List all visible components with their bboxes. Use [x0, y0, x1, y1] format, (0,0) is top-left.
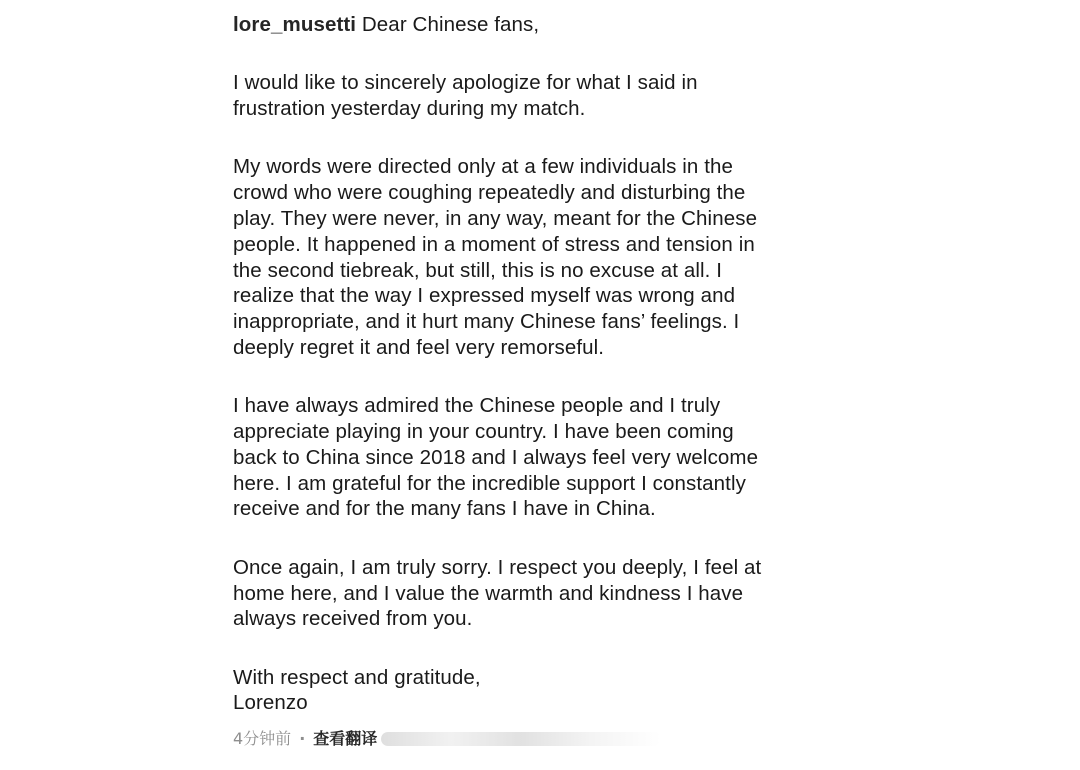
paragraph-line: realize that the way I expressed myself was wrong and	[233, 284, 736, 308]
paragraph-line: receive and for the many fans I have in China.	[233, 497, 656, 521]
paragraph-line: play. They were never, in any way, meant for the Chinese	[233, 206, 758, 230]
paragraph-line: the second tiebreak, but still, this is no excuse at all. I	[233, 258, 723, 282]
post-meta	[233, 727, 661, 751]
paragraph-line: here. I am grateful for the incredible support I constantly	[233, 471, 746, 495]
see-translation-button[interactable]: 查看翻译	[313, 729, 378, 748]
paragraph-line: home here, and I value the warmth and kindness I have	[233, 581, 744, 605]
paragraph-line: Once again, I am truly sorry. I respect you deeply, I feel at	[233, 555, 762, 579]
paragraph-4	[233, 555, 853, 632]
timestamp: 4分钟前	[233, 729, 292, 748]
paragraph-1	[233, 70, 853, 122]
paragraph-line: I have always admired the Chinese people and I truly	[233, 394, 721, 418]
meta-separator: ·	[299, 729, 306, 748]
paragraph-2	[233, 154, 853, 360]
username-link[interactable]: lore_musetti	[233, 13, 357, 36]
paragraph-line: inappropriate, and it hurt many Chinese fans’ feelings. I	[233, 310, 740, 334]
caption	[233, 12, 853, 716]
paragraph-line: deeply regret it and feel very remorseful.	[233, 335, 605, 359]
paragraph-line: My words were directed only at a few individuals in the	[233, 155, 734, 179]
greeting: Dear Chinese fans,	[361, 13, 540, 36]
paragraph-line: back to China since 2018 and I always feel very welcome	[233, 445, 759, 469]
signoff-text: With respect and gratitude,	[233, 665, 481, 689]
paragraph-line: always received from you.	[233, 607, 473, 631]
caption-first-line	[233, 12, 853, 38]
signoff-block	[233, 665, 853, 717]
watermark-blur	[381, 732, 661, 746]
paragraph-3	[233, 393, 853, 522]
paragraph-line: crowd who were coughing repeatedly and disturbing the	[233, 181, 746, 205]
paragraph-line: people. It happened in a moment of stress and tension in	[233, 232, 755, 256]
paragraph-line: I would like to sincerely apologize for what I said in	[233, 71, 698, 95]
paragraph-line: appreciate playing in your country. I have been coming	[233, 420, 734, 444]
paragraph-line: frustration yesterday during my match.	[233, 97, 586, 121]
signature: Lorenzo	[233, 691, 308, 715]
